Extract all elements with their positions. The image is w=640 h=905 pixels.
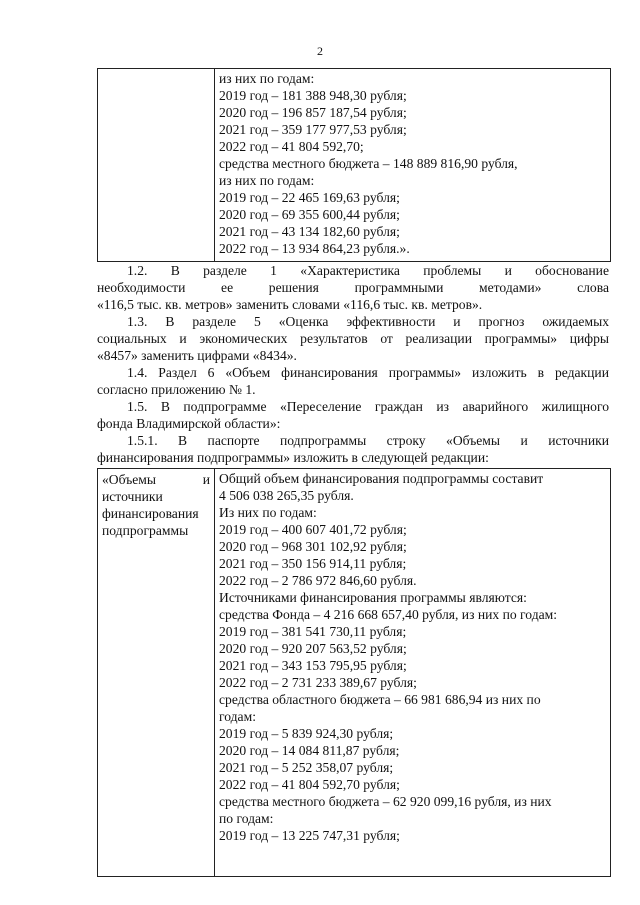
paragraph-line: социальных и экономических результатов от реализации программы» цифры [97, 331, 609, 346]
table-line: 2022 год – 41 804 592,70; [219, 139, 364, 154]
table-line: 2021 год – 43 134 182,60 рубля; [219, 224, 400, 239]
paragraph-5 [97, 432, 609, 466]
table-line: 4 506 038 265,35 рубля. [219, 488, 354, 503]
table-label-line [102, 471, 210, 488]
table-line: 2019 год – 5 839 924,30 рубля; [219, 726, 394, 741]
page-number: 2 [317, 44, 323, 58]
table-label-line: подпрограммы [102, 523, 189, 538]
table2-value-cell [215, 469, 610, 876]
table-line: 2022 год – 41 804 592,70 рубля; [219, 777, 400, 792]
paragraph-line: необходимости ее решения программными методами» слова [97, 280, 609, 295]
table-line: 2021 год – 5 252 358,07 рубля; [219, 760, 394, 775]
paragraph-3 [97, 364, 609, 398]
paragraph-2 [97, 313, 609, 364]
paragraph-1 [97, 262, 609, 313]
table-line: по годам: [219, 811, 274, 826]
table-label-line: источники [102, 489, 163, 504]
paragraph-line: «8457» заменить цифрами «8434». [97, 348, 297, 363]
label-word: и [202, 472, 210, 487]
table-line: 2020 год – 196 857 187,54 рубля; [219, 105, 407, 120]
table-line: из них по годам: [219, 71, 315, 86]
table-line: из них по годам: [219, 173, 315, 188]
table-line: 2022 год – 2 731 233 389,67 рубля; [219, 675, 417, 690]
table-line: Источниками финансирования программы являются: [219, 590, 527, 605]
table-line: 2019 год – 181 388 948,30 рубля; [219, 88, 407, 103]
paragraph-line: фонда Владимирской области»: [97, 416, 281, 431]
paragraph-line: 1.5.1. В паспорте подпрограммы строку «Объемы и источники [127, 433, 609, 448]
paragraph-line: финансирования подпрограммы» изложить в следующей редакции: [97, 450, 489, 465]
subprogram-funding-table [97, 468, 611, 877]
paragraph-line: 1.5. В подпрограмме «Переселение граждан из аварийного жилищного [127, 399, 609, 414]
table-line: 2020 год – 920 207 563,52 рубля; [219, 641, 407, 656]
table-line: 2020 год – 14 084 811,87 рубля; [219, 743, 400, 758]
table2-label-cell [98, 469, 215, 876]
table1-right-cell [215, 69, 610, 261]
paragraph-line: 1.4. Раздел 6 «Объем финансирования программы» изложить в редакции [127, 365, 609, 380]
table-line: годам: [219, 709, 256, 724]
table-label-line: финансирования [102, 506, 199, 521]
table-line: средства местного бюджета – 62 920 099,16 рубля, из них [219, 794, 552, 809]
table-line: 2021 год – 359 177 977,53 рубля; [219, 122, 407, 137]
paragraph-line: «116,5 тыс. кв. метров» заменить словами «116,6 тыс. кв. метров». [97, 297, 483, 312]
paragraph-line: 1.2. В разделе 1 «Характеристика проблемы и обоснование [127, 263, 609, 278]
table-line: 2019 год – 381 541 730,11 рубля; [219, 624, 407, 639]
table-line: 2020 год – 69 355 600,44 рубля; [219, 207, 400, 222]
table-line: 2022 год – 13 934 864,23 рубля.». [219, 241, 410, 256]
table-line: 2021 год – 350 156 914,11 рубля; [219, 556, 407, 571]
table-line: средства областного бюджета – 66 981 686,94 из них по [219, 692, 541, 707]
table-line: 2019 год – 13 225 747,31 рубля; [219, 828, 400, 843]
table-line: 2019 год – 400 607 401,72 рубля; [219, 522, 407, 537]
table-line: 2021 год – 343 153 795,95 рубля; [219, 658, 407, 673]
funding-table-continued [97, 68, 611, 262]
table-line: средства Фонда – 4 216 668 657,40 рубля, из них по годам: [219, 607, 558, 622]
amendment-paragraphs [97, 262, 609, 466]
table-line: 2022 год – 2 786 972 846,60 рубля. [219, 573, 417, 588]
table-line: Общий объем финансирования подпрограммы составит [219, 471, 544, 486]
table1-left-cell [98, 69, 215, 261]
table-line: средства местного бюджета – 148 889 816,90 рубля, [219, 156, 518, 171]
paragraph-line: 1.3. В разделе 5 «Оценка эффективности и прогноз ожидаемых [127, 314, 609, 329]
table-line: 2019 год – 22 465 169,63 рубля; [219, 190, 400, 205]
label-word: «Объемы [102, 472, 156, 487]
paragraph-4 [97, 398, 609, 432]
table-line: 2020 год – 968 301 102,92 рубля; [219, 539, 407, 554]
paragraph-line: согласно приложению № 1. [97, 382, 256, 397]
table-line: Из них по годам: [219, 505, 317, 520]
